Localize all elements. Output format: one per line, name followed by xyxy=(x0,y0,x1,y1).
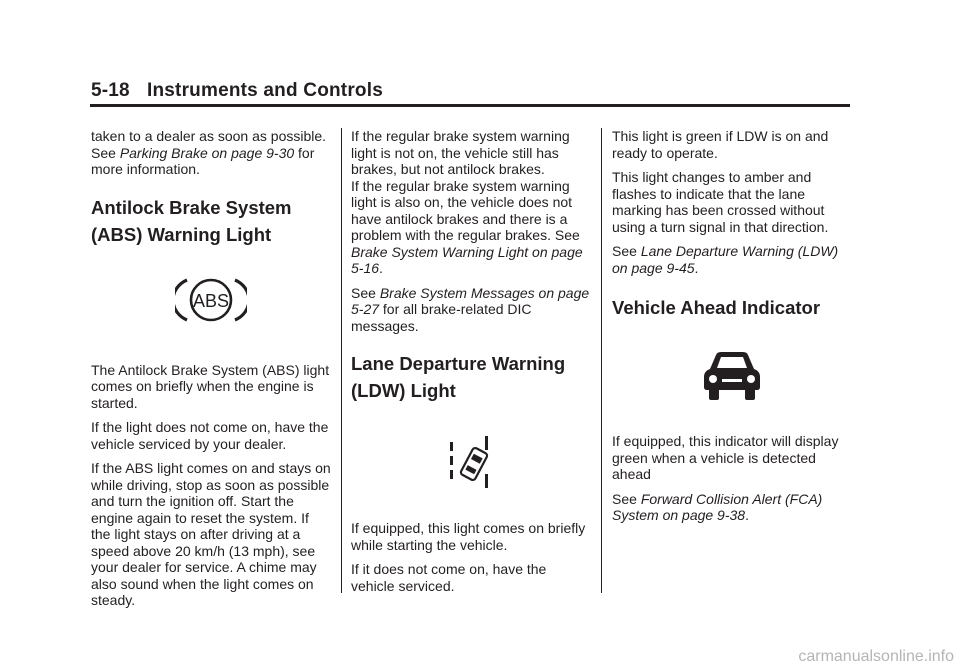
ldw-link[interactable]: Lane Departure Warning (LDW) on page 9-45 xyxy=(612,243,839,276)
ldw-heading-line2: (LDW) Light xyxy=(351,380,456,401)
abs-icon-wrap xyxy=(91,276,331,324)
brake-warning-link[interactable]: Brake System Warning Light on page 5-16 xyxy=(351,243,583,276)
brake-messages-link[interactable]: Brake System Messages on page 5-27 xyxy=(351,284,590,317)
brake-paragraph-3 xyxy=(351,285,591,335)
column-2 xyxy=(351,128,591,602)
parking-brake-link[interactable]: Parking Brake on page 9-30 xyxy=(119,144,295,161)
ldw-see-label: See xyxy=(612,243,641,259)
ldw-see-paragraph xyxy=(612,243,852,276)
vai-icon-wrap xyxy=(612,349,852,401)
ldw-amber-paragraph: This light changes to amber and flashes to indicate that the lane marking has been crossed without using a turn signal in that direction. xyxy=(612,169,829,235)
continued-text: taken to a dealer as soon as possible. See xyxy=(91,128,327,161)
fca-see-tail: . xyxy=(745,507,749,523)
watermark: carmanualsonline.info xyxy=(798,648,954,665)
abs-icon-text: ABS xyxy=(192,290,230,311)
vai-paragraph-1: If equipped, this indicator will display green when a vehicle is detected ahead xyxy=(612,433,839,482)
brake-see-label: See xyxy=(554,227,580,243)
ldw-paragraph-2: If it does not come on, have the vehicle serviced. xyxy=(351,561,547,594)
abs-paragraph-3: If the ABS light comes on and stays on while driving, stop as soon as possible and turn the ignition off. Start the engine again to reset the system. If the light stays on after driving at a speed above 20 km/h (13 mph), see your dealer for service. A chime may also sound when the light comes on steady. xyxy=(91,460,331,608)
abs-heading-line2: (ABS) Warning Light xyxy=(91,223,272,245)
page-header xyxy=(91,80,383,102)
ldw-heading-line1: Lane Departure Warning xyxy=(351,353,566,374)
brake-paragraph-2-tail: . xyxy=(379,260,383,276)
brake-paragraph-2-text: If the regular brake system warning light is also on, the vehicle does not have antilock brakes and there is a problem with the regular brakes. xyxy=(351,177,573,243)
section-title: Instruments and Controls xyxy=(147,80,383,101)
continued-tail: for more information. xyxy=(91,144,315,177)
ldw-heading xyxy=(351,350,591,404)
column-1 xyxy=(91,128,331,617)
column-divider-2 xyxy=(601,128,602,593)
fca-link[interactable]: Forward Collision Alert (FCA) System on page 9-38 xyxy=(612,490,823,523)
brake-paragraph-2 xyxy=(351,178,591,277)
brake-paragraph-1: If the regular brake system warning light is not on, the vehicle still has brakes, but not antilock brakes. xyxy=(351,128,570,177)
column-divider-1 xyxy=(341,128,342,593)
abs-paragraph-1: The Antilock Brake System (ABS) light comes on briefly when the engine is started. xyxy=(91,361,330,411)
header-rule xyxy=(90,104,850,107)
ldw-icon-wrap xyxy=(351,434,591,490)
fca-see-label: See xyxy=(612,490,641,507)
brake-messages-see-label: See xyxy=(351,284,380,301)
ldw-paragraph-1: If equipped, this light comes on briefly while starting the vehicle. xyxy=(351,520,586,553)
abs-paragraph-2: If the light does not come on, have the vehicle serviced by your dealer. xyxy=(91,419,329,452)
abs-heading xyxy=(91,194,331,248)
brake-paragraph-3-tail: for all brake-related DIC messages. xyxy=(351,301,532,334)
continued-paragraph xyxy=(91,128,331,178)
abs-heading-line1: Antilock Brake System xyxy=(91,196,292,218)
ldw-see-tail: . xyxy=(694,259,699,276)
ldw-green-paragraph: This light is green if LDW is on and ready to operate. xyxy=(612,128,829,161)
vai-paragraph-2 xyxy=(612,491,852,524)
abs-warning-icon xyxy=(175,276,247,324)
column-3 xyxy=(612,128,852,532)
lane-departure-icon xyxy=(447,434,495,490)
vehicle-ahead-icon xyxy=(700,349,764,401)
page-number: 5-18 xyxy=(91,80,130,101)
vehicle-ahead-heading: Vehicle Ahead Indicator xyxy=(612,297,821,318)
